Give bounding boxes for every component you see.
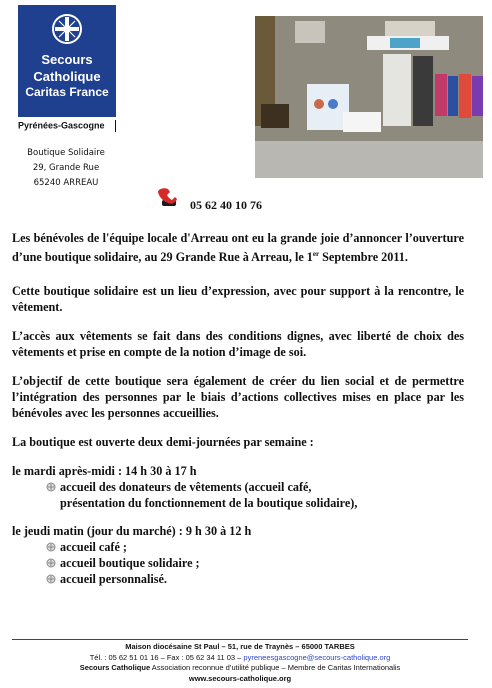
logo-line1: Secours [41,52,93,67]
paragraph-opening-hours: La boutique est ouverte deux demi-journées par semaine : [12,435,314,450]
cross-logo-icon [51,13,83,45]
paragraph-opening: Les bénévoles de l'équipe locale d'Arreau ont eu la grande joie d’annoncer l’ouverture d’une boutique solidaire, au 29 Grande Rue à Arreau, le 1er Septembre 2011. [12,231,464,265]
paragraph-purpose: Cette boutique solidaire est un lieu d’expression, avec pour support à la rencontre, le vêtement. [12,284,464,315]
phone-number: 05 62 40 10 76 [190,198,262,212]
schedule-tuesday: le mardi après-midi : 14 h 30 à 17 h [12,464,197,479]
bullet-icon [46,574,56,584]
thursday-list [12,539,464,587]
bullet-icon [46,558,56,568]
email-link[interactable]: pyreneesgascogne@secours-catholique.org [243,652,391,662]
footer [12,639,468,684]
list-item: accueil des donateurs de vêtements (accueil café, [44,479,464,495]
address-line3: 65240 ARREAU [33,178,99,188]
bullet-icon [46,482,56,492]
telephone-icon [156,186,178,208]
shopfront-photo [255,16,483,178]
address-line1: Boutique Solidaire [27,148,105,158]
boutique-address [18,146,114,191]
announcement-body [12,230,464,599]
footer-address: Maison diocésaine St Paul – 51, rue de Traynès – 65000 TARBES [125,642,355,651]
website-link[interactable]: www.secours-catholique.org [188,673,292,683]
list-item: accueil café ; [44,539,464,555]
logo-line3: Caritas France [25,85,109,99]
schedule-thursday: le jeudi matin (jour du marché) : 9 h 30 à 12 h [12,524,252,539]
footer-contact: Tél. : 05 62 51 01 16 – Fax : 05 62 34 11 03 – pyreneesgascogne@secours-catholique.org [89,652,391,662]
paragraph-objective: L’objectif de cette boutique sera également de créer du lien social et de permettre l’intégration des personnes par le biais d’actions collectives mises en place par les bénévoles avec les personnes accueillies. [12,374,464,421]
paragraph-access: L’accès aux vêtements se fait dans des conditions dignes, avec liberté de choix des vêtements et prise en compte de la notion d’image de soi. [12,329,464,360]
bullet-icon [46,542,56,552]
address-line2: 29, Grande Rue [32,163,100,173]
logo-line2: Catholique [33,69,101,84]
footer-association: Secours Catholique Association reconnue d’utilité publique – Membre de Caritas Internationalis [79,663,401,672]
tuesday-list [12,479,464,511]
region-label: Pyrénées-Gascogne [18,120,116,132]
list-item-continuation: présentation du fonctionnement de la boutique solidaire), [60,496,358,511]
secours-catholique-logo [18,5,116,117]
list-item: accueil personnalisé. [44,571,464,587]
list-item: accueil boutique solidaire ; [44,555,464,571]
